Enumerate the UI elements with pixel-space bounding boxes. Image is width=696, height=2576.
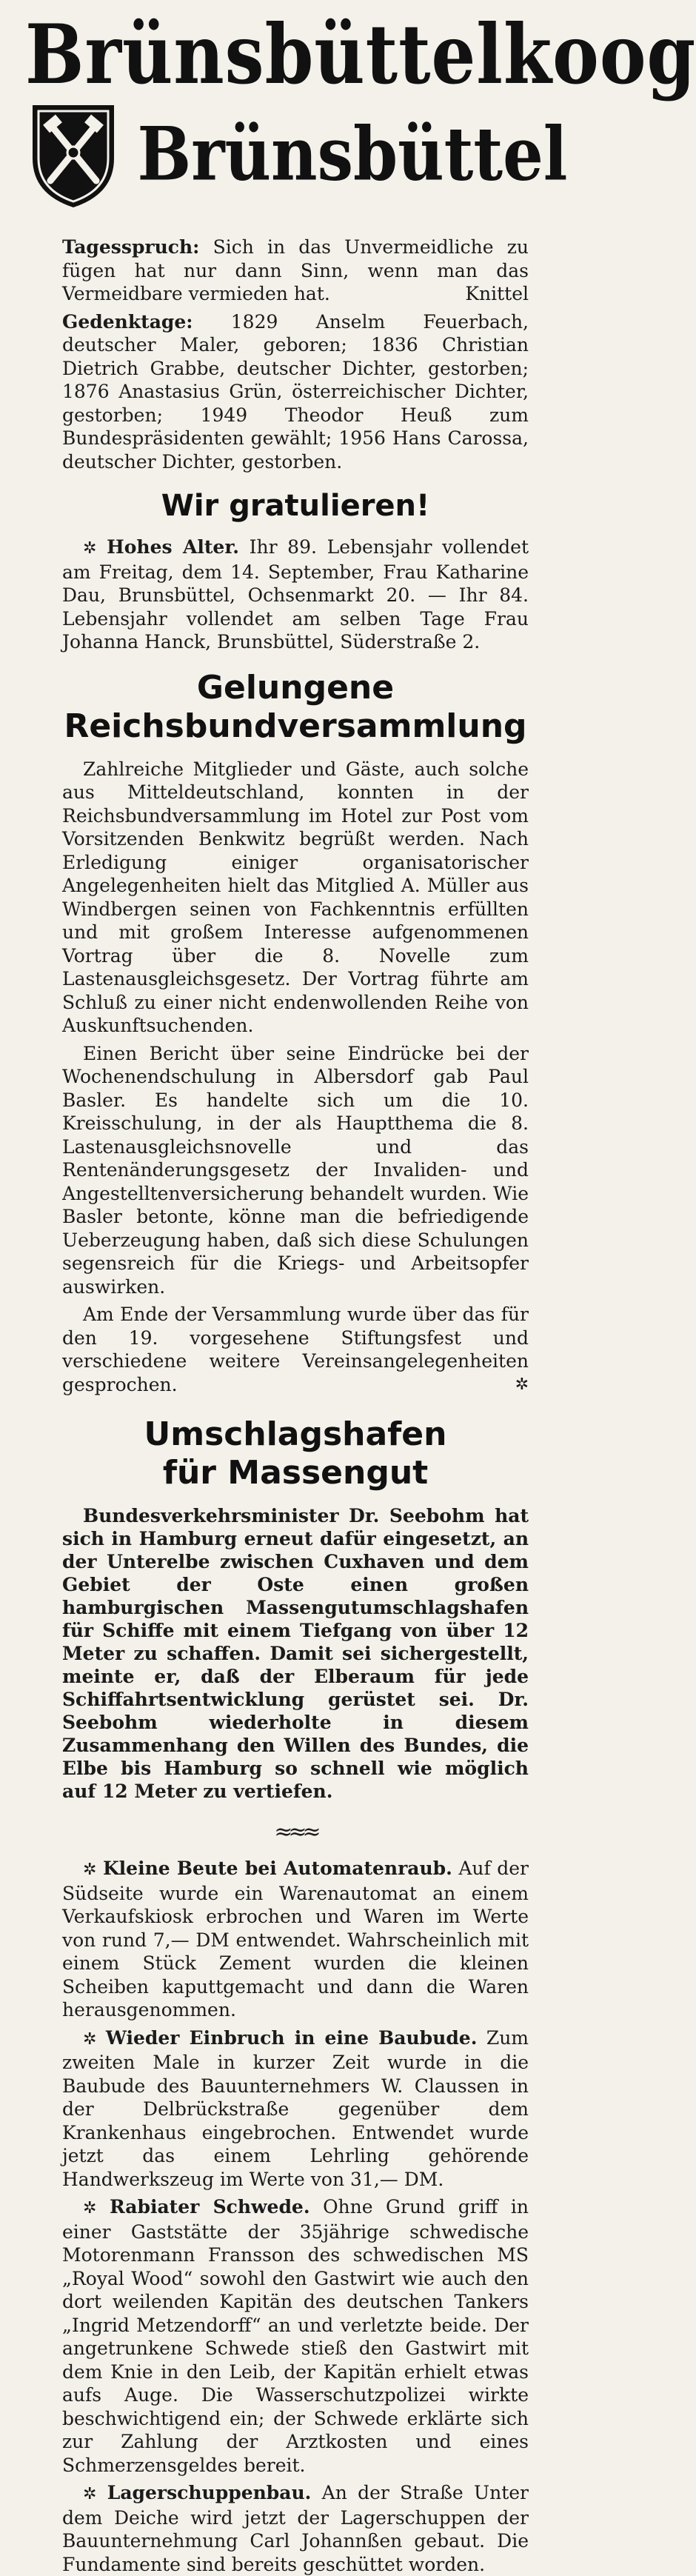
star-icon: ✲: [515, 1375, 529, 1394]
reichsbund-heading: [62, 669, 529, 746]
news-item-lead: Kleine Beute bei Automatenraub.: [102, 1858, 452, 1879]
reichsbund-paragraph-1: Zahlreiche Mitglieder und Gäste, auch solche aus Mitteldeutschland, konnten in der Reichsbundversammlung im Hotel zur Post vom Vorsitzenden Benkwitz begrüßt werden. Nach Erledigung einiger organisatorischer Angelegenheiten hielt das Mitglied A. Müller aus Windbergen seinen von Fachkenntnis erfüllten und mit großem Interesse aufgenommenen Vortrag über die 8. Novelle zum Lastenausgleichsgesetz. Der Vortrag führte am Schluß zu einer nicht endenwollenden Reihe von Auskunftsuchenden.: [62, 758, 529, 1036]
news-item: [62, 2026, 529, 2192]
coat-of-arms-icon: [25, 99, 121, 210]
news-item-text: Auf der Südseite wurde ein Warenautomat an einem Verkaufskiosk erbrochen und Waren im Werte von rund 7,— DM entwendet. Wahrscheinlich mit einem Stück Zement wurden die kleinen Scheiben kaputtgemacht und dann die Waren herausgenommen.: [62, 1858, 529, 2021]
star-icon: ✲: [83, 2199, 97, 2218]
news-item: [62, 1857, 529, 2022]
masthead-title: Brünsbüttelkoog: [25, 7, 696, 103]
tagesspruch-label: Tagesspruch:: [62, 236, 200, 258]
news-item-lead: Lagerschuppenbau.: [107, 2482, 312, 2503]
masthead: [25, 7, 696, 210]
tagesspruch-author: Knittel: [465, 283, 529, 304]
masthead-row: [25, 99, 567, 210]
star-icon: ✲: [83, 1861, 97, 1879]
news-item: [62, 2481, 529, 2576]
gedenktage-label: Gedenktage:: [62, 310, 193, 333]
news-item-lead: Rabiater Schwede.: [109, 2196, 310, 2218]
gratulieren-lead: Hohes Alter.: [107, 536, 239, 558]
masthead-subtitle: Brünsbüttel: [137, 111, 568, 198]
tagesspruch-paragraph: [62, 236, 529, 306]
reichsbund-heading-line2: Reichsbundversammlung: [64, 707, 527, 745]
reichsbund-heading-line1: Gelungene: [196, 668, 395, 707]
news-item-lead: Wieder Einbruch in eine Baubude.: [105, 2026, 478, 2049]
reichsbund-paragraph-3-text: Am Ende der Versammlung wurde über das für den 19. vorgesehene Stiftungsfest und verschiedene weitere Vereinsangelegenheiten gesprochen.: [62, 1304, 529, 1395]
gedenktage-text: 1829 Anselm Feuerbach, deutscher Maler, geboren; 1836 Christian Dietrich Grabbe, deutscher Dichter, gestorben; 1876 Anastasius Grün, österreichischer Dichter, gestorben; 1949 Theodor Heuß zum Bundespräsidenten gewählt; 1956 Hans Carossa, deutscher Dichter, gestorben.: [62, 310, 529, 473]
reichsbund-paragraph-3: [62, 1303, 529, 1396]
umschlag-body: [62, 1504, 529, 1803]
gratulieren-heading: Wir gratulieren!: [161, 489, 430, 523]
gratulieren-text: Ihr 89. Lebensjahr vollendet am Freitag, dem 14. September, Frau Katharine Dau, Brunsbüttel, Ochsenmarkt 20. — Ihr 84. Lebensjahr vollendet am selben Tage Frau Johanna Hanck, Brunsbüttel, Süderstraße 2.: [62, 536, 529, 653]
article-column: [25, 236, 567, 2576]
news-item-text: An der Straße Unter dem Deiche wird jetzt der Lagerschuppen der Bauunternehmung Carl Johannßen gebaut. Die Fundamente sind bereits geschüttet worden.: [62, 2482, 529, 2575]
news-item: [62, 2195, 529, 2477]
star-icon: ✲: [83, 2029, 97, 2049]
tagesspruch-text: Sich in das Unvermeidliche zu fügen hat nur dann Sinn, wenn man das Vermeidbare vermieden hat.: [62, 236, 529, 304]
news-item-text: Zum zweiten Male in kurzer Zeit wurde in die Baubude des Bauunternehmers W. Claussen in der Delbrückstraße gegenüber dem Krankenhaus eingebrochen. Entwendet wurde jetzt das einem Lehrling gehörende Handwerkszeug im Werte von 31,— DM.: [62, 2026, 529, 2190]
star-icon: ✲: [83, 539, 97, 558]
gedenktage-paragraph: [62, 310, 529, 474]
umschlag-heading: [62, 1415, 529, 1492]
gratulieren-paragraph: [62, 535, 529, 654]
news-item-text: Ohne Grund griff in einer Gaststätte der 35jährige schwedische Motorenmann Fransson des schwedischen MS „Royal Wood“ sowohl den Gastwirt wie auch den dort weilenden Kapitän des deutschen Tankers „Ingrid Metzendorff“ an und verletzte beide. Der angetrunkene Schwede stieß den Gastwirt mit dem Knie in den Leib, der Kapitän erhielt etwas aufs Auge. Die Wasserschutzpolizei wirkte beschwichtigend ein; der Schwede erklärte sich zur Zahlung der Arztkosten und eines Schmerzensgeldes bereit.: [62, 2196, 529, 2476]
reichsbund-paragraph-2: Einen Bericht über seine Eindrücke bei der Wochenendschulung in Albersdorf gab Paul Basler. Es handelte sich um die 10. Kreisschulung, in der als Hauptthema die 8. Lastenausgleichsnovelle und das Rentenänderungsgesetz der Invaliden- und Angestelltenversicherung behandelt wurden. Wie Basler betonte, könne man die befriedigende Ueberzeugung haben, daß sich diese Schulungen segensreich für die Kriegs- und Arbeitsopfer auswirken.: [62, 1042, 529, 1298]
umschlag-heading-line1: Umschlagshafen: [144, 1415, 447, 1453]
star-icon: ✲: [83, 2485, 97, 2503]
umschlag-heading-line2: für Massengut: [162, 1454, 429, 1492]
umschlag-paragraph: Bundesverkehrsminister Dr. Seebohm hat sich in Hamburg erneut dafür eingesetzt, an der Unterelbe zwischen Cuxhaven und dem Gebiet der Oste einen großen hamburgischen Massengutumschlagshafen für Schiffe mit einem Tiefgang von über 12 Meter zu schaffen. Damit sei sichergestellt, meinte er, daß der Elberaum für jede Schiffahrtsentwicklung gerüstet sei. Dr. Seebohm wiederholte in diesem Zusammenhang den Willen des Bundes, die Elbe bis Hamburg so schnell wie möglich auf 12 Meter zu vertiefen.: [62, 1505, 529, 1802]
section-separator: ≈≈≈: [274, 1819, 317, 1845]
